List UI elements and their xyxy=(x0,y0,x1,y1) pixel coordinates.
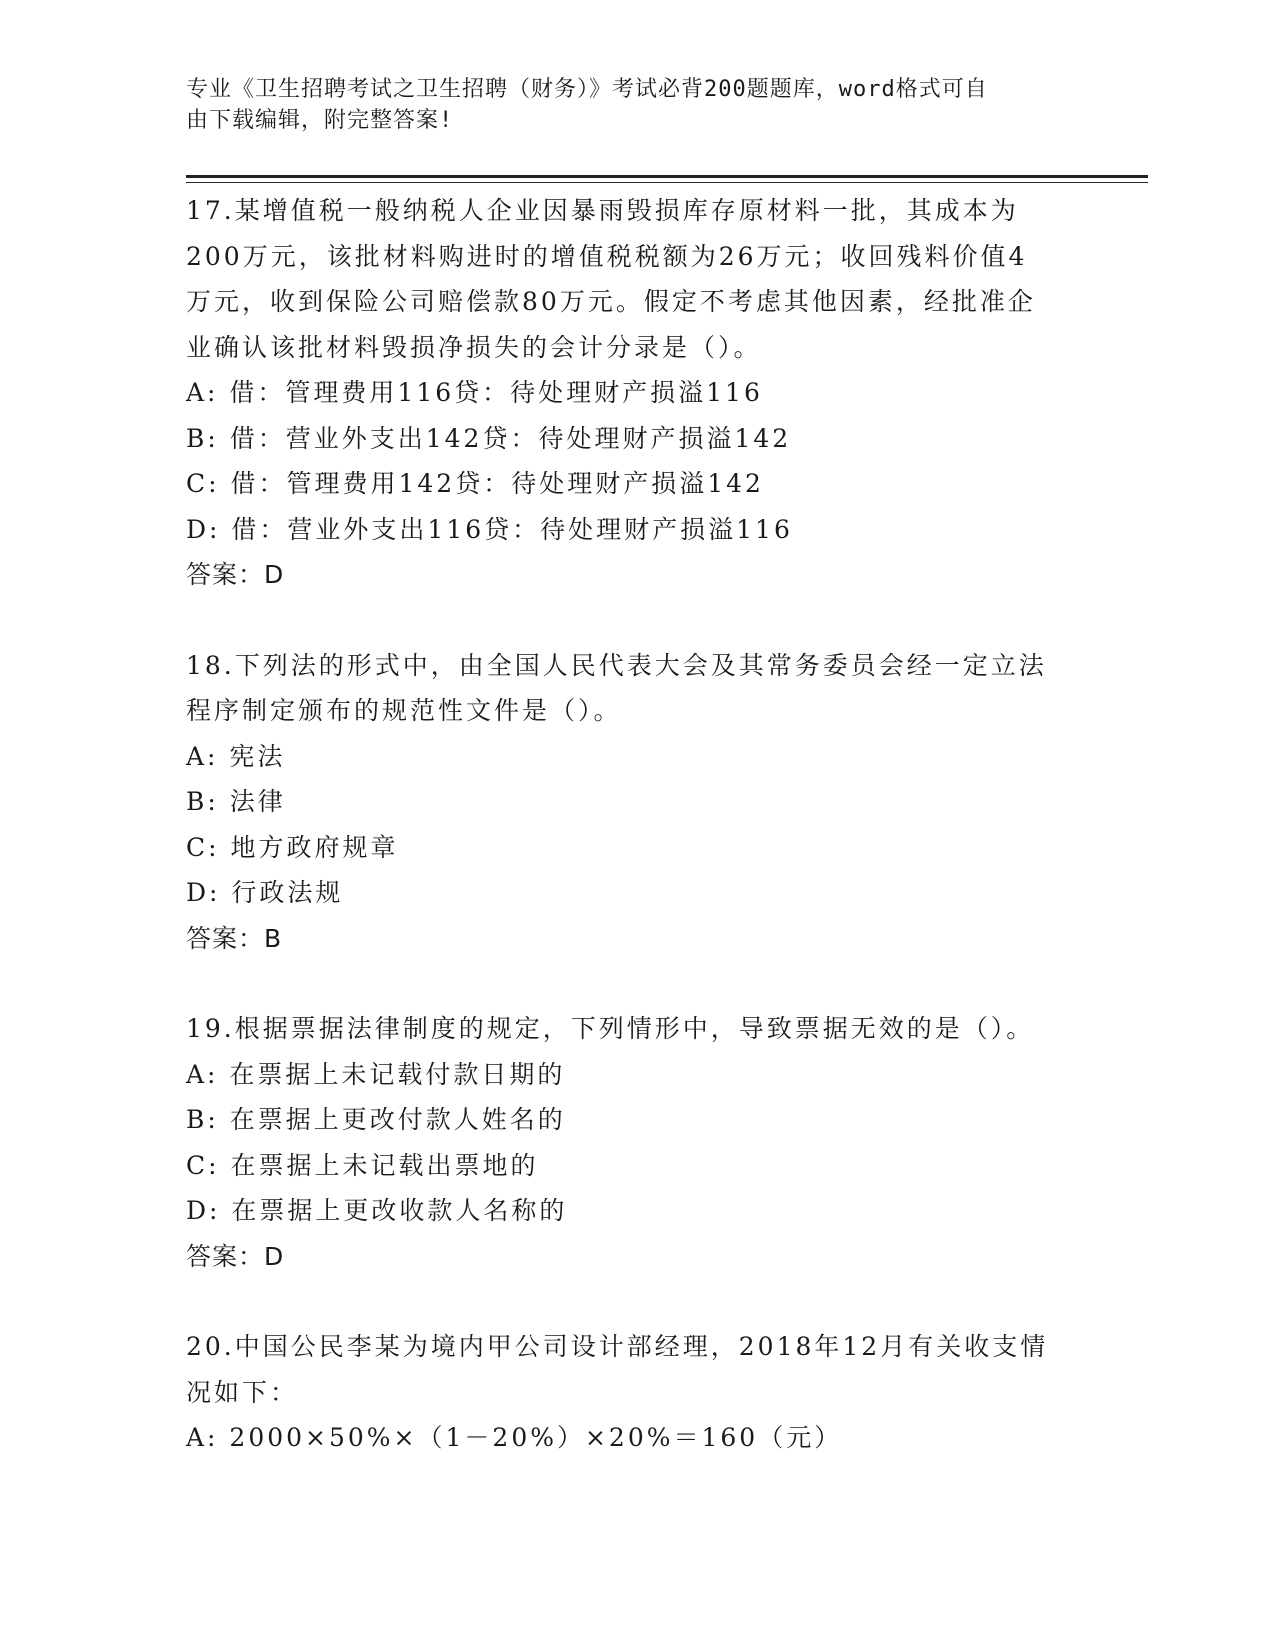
question-20-option-a: A: 2000×50%×（1－20%）×20%＝160（元） xyxy=(186,1423,843,1452)
question-19-answer: 答案：D xyxy=(186,1241,285,1271)
question-20-line-1: 20.中国公民李某为境内甲公司设计部经理，2018年12月有关收支情 xyxy=(186,1332,1049,1361)
question-19 xyxy=(186,1006,1086,1279)
document-header xyxy=(186,74,1066,136)
question-18 xyxy=(186,643,1086,962)
question-18-line-1: 18.下列法的形式中，由全国人民代表大会及其常务委员会经一定立法 xyxy=(186,650,1047,680)
question-17-line-1: 17.某增值税一般纳税人企业因暴雨毁损库存原材料一批，其成本为 xyxy=(186,196,1019,225)
question-20 xyxy=(186,1324,1086,1461)
question-20-line-2: 况如下： xyxy=(186,1377,299,1407)
question-18-option-c: C: 地方政府规章 xyxy=(186,832,399,862)
question-17-line-2: 200万元，该批材料购进时的增值税税额为26万元；收回残料价值4 xyxy=(186,241,1028,271)
question-18-option-d: D: 行政法规 xyxy=(186,878,344,907)
question-18-answer: 答案：B xyxy=(186,923,283,953)
question-19-option-c: C: 在票据上未记载出票地的 xyxy=(186,1150,539,1180)
question-19-option-a: A: 在票据上未记载付款日期的 xyxy=(186,1059,566,1089)
question-17-option-d: D: 借：营业外支出116贷：待处理财产损溢116 xyxy=(186,514,793,544)
question-17-option-a: A: 借：管理费用116贷：待处理财产损溢116 xyxy=(186,378,763,407)
header-line-1: 专业《卫生招聘考试之卫生招聘（财务）》考试必背200题题库，word格式可自 xyxy=(186,77,988,102)
header-divider-thick xyxy=(186,175,1148,178)
header-line-2: 由下载编辑，附完整答案! xyxy=(186,108,454,133)
question-17-option-c: C: 借：管理费用142贷：待处理财产损溢142 xyxy=(186,469,764,498)
question-list xyxy=(186,188,1086,1461)
question-18-line-2: 程序制定颁布的规范性文件是（）。 xyxy=(186,696,622,725)
question-17 xyxy=(186,188,1086,598)
question-18-option-b: B: 法律 xyxy=(186,787,286,816)
question-17-line-3: 万元，收到保险公司赔偿款80万元。假定不考虑其他因素，经批准企 xyxy=(186,287,1036,316)
question-17-option-b: B: 借：营业外支出142贷：待处理财产损溢142 xyxy=(186,423,792,453)
question-17-answer: 答案：D xyxy=(186,560,285,589)
question-17-line-4: 业确认该批材料毁损净损失的会计分录是（）。 xyxy=(186,332,762,362)
question-18-option-a: A: 宪法 xyxy=(186,741,286,771)
header-divider-thin xyxy=(186,182,1148,183)
question-19-line-1: 19.根据票据法律制度的规定，下列情形中，导致票据无效的是（）。 xyxy=(186,1014,1035,1043)
question-19-option-d: D: 在票据上更改收款人名称的 xyxy=(186,1196,568,1225)
question-19-option-b: B: 在票据上更改付款人姓名的 xyxy=(186,1105,566,1134)
